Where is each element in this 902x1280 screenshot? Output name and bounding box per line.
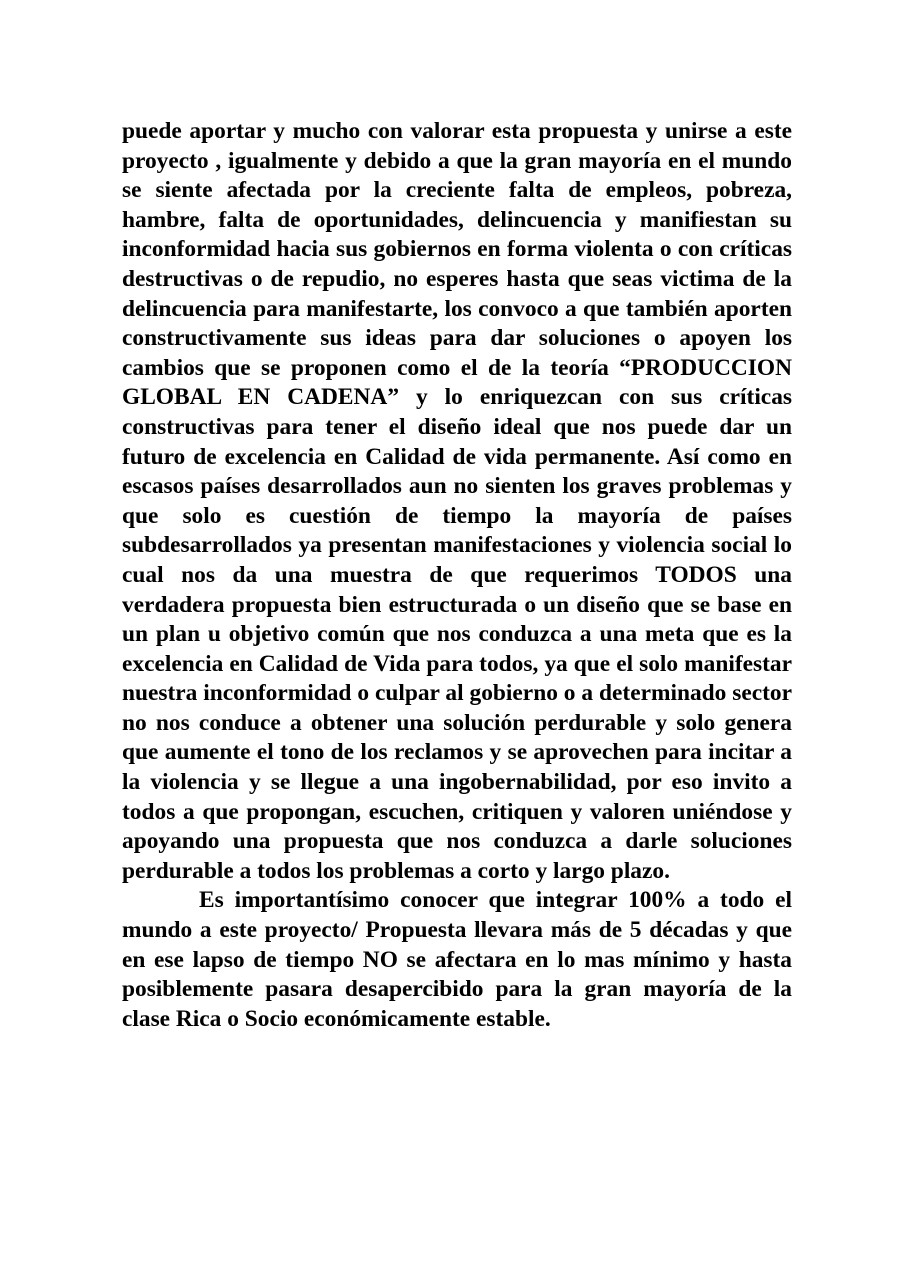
- paragraph-2: Es importantísimo conocer que integrar 100% a todo el mundo a este proyecto/ Propuesta llevara más de 5 décadas y que en ese lapso de tiempo NO se afectara en lo mas mínimo y hasta posiblemente pasara desapercibido para la gran mayoría de la clase Rica o Socio económicamente estable.: [122, 887, 792, 1032]
- body-text: [122, 117, 792, 1034]
- paragraph-1: puede aportar y mucho con valorar esta propuesta y unirse a este proyecto , igualmente y debido a que la gran mayoría en el mundo se siente afectada por la creciente falta de empleos, pobreza, hambre, falta de oportunidades, delincuencia y manifiestan su inconformidad hacia sus gobiernos en forma violenta o con críticas destructivas o de repudio, no esperes hasta que seas victima de la delincuencia para manifestarte, los convoco a que también aporten constructivamente sus ideas para dar soluciones o apoyen los cambios que se proponen como el de la teoría “PRODUCCION GLOBAL EN CADENA” y lo enriquezcan con sus críticas constructivas para tener el diseño ideal que nos puede dar un futuro de excelencia en Calidad de vida permanente. Así como en escasos países desarrollados aun no sienten los graves problemas y que solo es cuestión de tiempo la mayoría de países subdesarrollados ya presentan manifestaciones y violencia social lo cual nos da una muestra de que requerimos TODOS una verdadera propuesta bien estructurada o un diseño que se base en un plan u objetivo común que nos conduzca a una meta que es la excelencia en Calidad de Vida para todos, ya que el solo manifestar nuestra inconformidad o culpar al gobierno o a determinado sector no nos conduce a obtener una solución perdurable y solo genera que aumente el tono de los reclamos y se aprovechen para incitar a la violencia y se llegue a una ingobernabilidad, por eso invito a todos a que propongan, escuchen, critiquen y valoren uniéndose y apoyando una propuesta que nos conduzca a darle soluciones perdurable a todos los problemas a corto y largo plazo.: [122, 118, 792, 884]
